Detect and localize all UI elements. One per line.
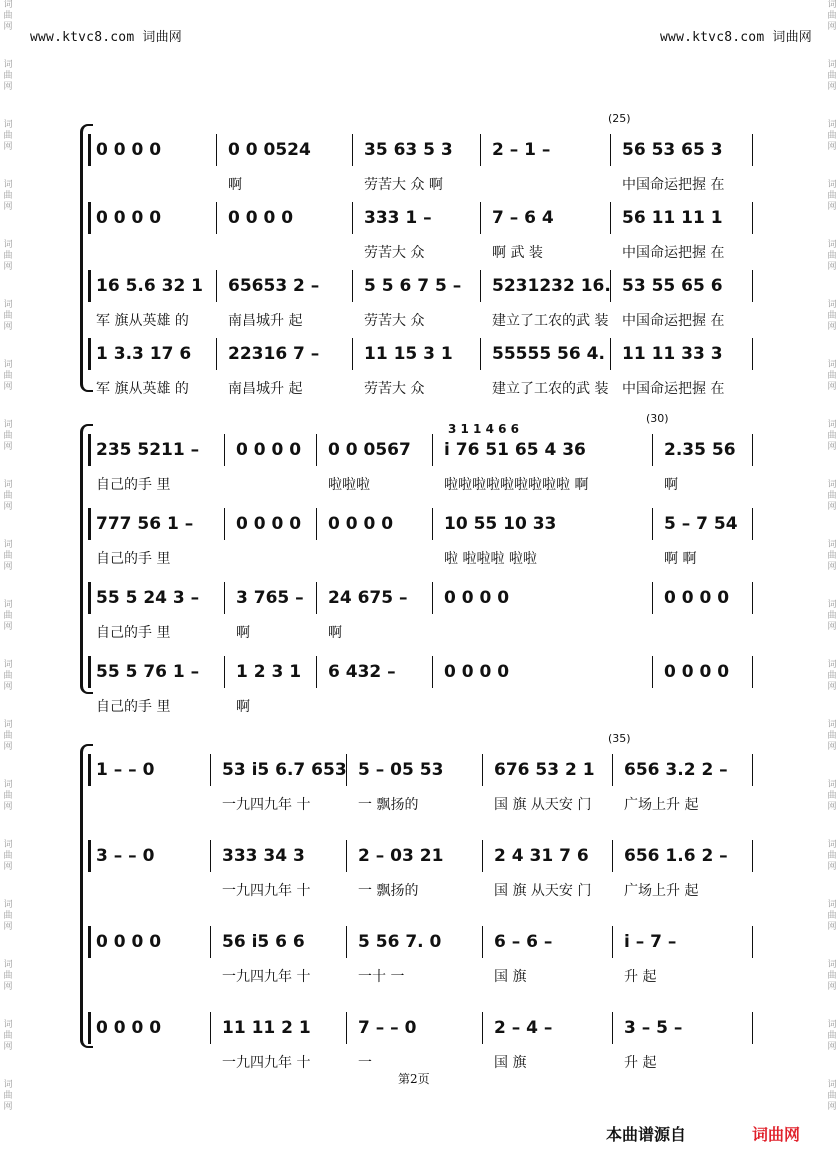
measure-lyrics: 啊 xyxy=(236,699,250,715)
measure-notes: 0 0 0524 xyxy=(228,140,311,160)
measure-lyrics: 中国命运把握 在 xyxy=(622,245,725,261)
notation-line xyxy=(96,760,760,786)
measure-notes: 11 11 2 1 xyxy=(222,1018,311,1038)
bar-line xyxy=(346,1012,347,1044)
lyric-line xyxy=(96,1052,760,1072)
measure-notes: 35 63 5 3 xyxy=(364,140,453,160)
watermark-text: 词 曲 网 xyxy=(827,240,837,272)
bar-line xyxy=(752,1012,753,1044)
bar-line xyxy=(610,202,611,234)
bar-line xyxy=(88,508,91,540)
bar-line xyxy=(432,656,433,688)
watermark-text: 词 曲 网 xyxy=(3,360,13,392)
watermark-text: 词 曲 网 xyxy=(3,60,13,92)
measure-notes: 56 53 65 3 xyxy=(622,140,723,160)
voice-row-2 xyxy=(88,208,760,278)
bar-line xyxy=(316,434,317,466)
measure-notes: 11 11 33 3 xyxy=(622,344,723,364)
measure-notes: 1 – – 0 xyxy=(96,760,155,780)
measure-notes: 0 0 0 0 xyxy=(444,662,510,682)
measure-lyrics: 国 旗 从天安 门 xyxy=(494,797,592,813)
measure-notes: 1 3.3 17 6 xyxy=(96,344,192,364)
watermark-text: 词 曲 网 xyxy=(3,840,13,872)
lyric-line xyxy=(96,880,760,900)
bar-line xyxy=(752,508,753,540)
bar-line xyxy=(610,134,611,166)
measure-lyrics: 南昌城升 起 xyxy=(228,313,303,329)
measure-number: (25) xyxy=(608,112,631,125)
measure-notes: 0 0 0 0 xyxy=(96,1018,162,1038)
measure-lyrics: 广场上升 起 xyxy=(624,883,699,899)
bar-line xyxy=(752,270,753,302)
measure-notes: 0 0 0 0 xyxy=(664,662,730,682)
bar-line xyxy=(752,656,753,688)
measure-lyrics: 一九四九年 十 xyxy=(222,1055,311,1071)
lyric-line xyxy=(96,548,760,568)
site-url-right: www.ktvc8.com 词曲网 xyxy=(660,30,812,45)
bar-line xyxy=(652,508,653,540)
measure-lyrics: 自己的手 里 xyxy=(96,699,171,715)
measure-notes: 5 5 6 7 5 – xyxy=(364,276,462,296)
notation-line xyxy=(96,1018,760,1044)
measure-notes: 5 56 7. 0 xyxy=(358,932,442,952)
lyric-line xyxy=(96,174,760,194)
bar-line xyxy=(216,338,217,370)
measure-lyrics: 广场上升 起 xyxy=(624,797,699,813)
bar-line xyxy=(224,656,225,688)
watermark-text: 词 曲 网 xyxy=(827,480,837,512)
notation-line xyxy=(96,588,760,614)
bar-line xyxy=(88,926,91,958)
voice-row-1 xyxy=(88,760,760,830)
measure-number: (35) xyxy=(608,732,631,745)
measure-notes: 333 1 – xyxy=(364,208,432,228)
measure-notes: 0 0 0 0 xyxy=(96,932,162,952)
measure-notes: 2 – 03 21 xyxy=(358,846,444,866)
watermark-text: 词 曲 网 xyxy=(3,300,13,332)
measure-lyrics: 劳苦大 众 啊 xyxy=(364,177,443,193)
watermark-text: 词 曲 网 xyxy=(3,180,13,212)
measure-lyrics: 自己的手 里 xyxy=(96,625,171,641)
lyric-line xyxy=(96,622,760,642)
measure-lyrics: 自己的手 里 xyxy=(96,551,171,567)
measure-lyrics: 一 飘扬的 xyxy=(358,883,419,899)
voice-row-3 xyxy=(88,588,760,658)
bar-line xyxy=(480,338,481,370)
measure-notes: 333 34 3 xyxy=(222,846,305,866)
measure-notes: 0 0 0 0 xyxy=(664,588,730,608)
measure-notes: 6 – 6 – xyxy=(494,932,553,952)
chord-upper-notes: 3 1 1 4 6 6 xyxy=(448,422,519,436)
bar-line xyxy=(752,434,753,466)
lyric-line xyxy=(96,310,760,330)
watermark-text: 词 曲 网 xyxy=(3,0,13,32)
measure-notes: 53 i5 6.7 653 xyxy=(222,760,347,780)
notation-line xyxy=(96,344,760,370)
lyric-line xyxy=(96,378,760,398)
measure-notes: 10 55 10 33 xyxy=(444,514,557,534)
lyric-line xyxy=(96,794,760,814)
footer-brand: 词曲网 xyxy=(752,1125,801,1144)
measure-notes: 2 4 31 7 6 xyxy=(494,846,589,866)
notation-line xyxy=(96,140,760,166)
bar-line xyxy=(612,1012,613,1044)
watermark-text: 词 曲 网 xyxy=(827,540,837,572)
watermark-right xyxy=(826,0,838,1140)
measure-notes: 55 5 24 3 – xyxy=(96,588,200,608)
measure-notes: 0 0 0567 xyxy=(328,440,411,460)
bar-line xyxy=(482,1012,483,1044)
watermark-text: 词 曲 网 xyxy=(3,540,13,572)
watermark-text: 词 曲 网 xyxy=(827,600,837,632)
bar-line xyxy=(432,434,433,466)
measure-notes: 2 – 1 – xyxy=(492,140,551,160)
bar-line xyxy=(210,926,211,958)
measure-lyrics: 升 起 xyxy=(624,969,657,985)
bar-line xyxy=(316,656,317,688)
measure-notes: 0 0 0 0 xyxy=(236,440,302,460)
measure-notes: 0 0 0 0 xyxy=(228,208,294,228)
watermark-text: 词 曲 网 xyxy=(827,300,837,332)
measure-notes: 0 0 0 0 xyxy=(96,140,162,160)
bar-line xyxy=(210,1012,211,1044)
measure-lyrics: 劳苦大 众 xyxy=(364,313,425,329)
voice-row-4 xyxy=(88,662,760,732)
watermark-text: 词 曲 网 xyxy=(827,1080,837,1112)
watermark-text: 词 曲 网 xyxy=(3,1080,13,1112)
bar-line xyxy=(480,270,481,302)
measure-notes: 3 – – 0 xyxy=(96,846,155,866)
measure-notes: 2 – 4 – xyxy=(494,1018,553,1038)
bar-line xyxy=(752,926,753,958)
measure-notes: 0 0 0 0 xyxy=(444,588,510,608)
score-system-3 xyxy=(88,732,760,1071)
measure-notes: 0 0 0 0 xyxy=(236,514,302,534)
bar-line xyxy=(752,840,753,872)
bar-line xyxy=(610,270,611,302)
watermark-text: 词 曲 网 xyxy=(3,240,13,272)
measure-lyrics: 啊 xyxy=(236,625,250,641)
watermark-text: 词 曲 网 xyxy=(827,1020,837,1052)
bar-line xyxy=(210,754,211,786)
measure-notes: 1 2 3 1 xyxy=(236,662,302,682)
bar-line xyxy=(610,338,611,370)
notation-line xyxy=(96,422,760,466)
bar-line xyxy=(482,754,483,786)
bar-line xyxy=(346,840,347,872)
measure-notes: 22316 7 – xyxy=(228,344,320,364)
watermark-text: 词 曲 网 xyxy=(3,660,13,692)
bar-line xyxy=(88,134,91,166)
measure-lyrics: 啦啦啦啦啦啦啦啦啦 啊 xyxy=(444,477,589,493)
measure-notes: 777 56 1 – xyxy=(96,514,194,534)
measure-notes: 656 3.2 2 – xyxy=(624,760,728,780)
watermark-text: 词 曲 网 xyxy=(827,720,837,752)
measure-lyrics: 军 旗从英雄 的 xyxy=(96,313,189,329)
bar-line xyxy=(352,202,353,234)
bar-line xyxy=(88,434,91,466)
measure-notes: 24 675 – xyxy=(328,588,408,608)
watermark-text: 词 曲 网 xyxy=(3,900,13,932)
measure-notes: 56 i5 6 6 xyxy=(222,932,305,952)
watermark-text: 词 曲 网 xyxy=(3,120,13,152)
measure-lyrics: 一 xyxy=(358,1055,372,1071)
measure-notes: 656 1.6 2 – xyxy=(624,846,728,866)
notation-line xyxy=(96,662,760,688)
measure-lyrics: 劳苦大 众 xyxy=(364,245,425,261)
watermark-text: 词 曲 网 xyxy=(827,60,837,92)
lyric-line xyxy=(96,696,760,716)
measure-notes: 7 – 6 4 xyxy=(492,208,554,228)
watermark-text: 词 曲 网 xyxy=(827,660,837,692)
voice-row-1 xyxy=(88,422,760,510)
bar-line xyxy=(346,926,347,958)
voice-row-4 xyxy=(88,344,760,414)
measure-notes: 3 765 – xyxy=(236,588,304,608)
bar-line xyxy=(752,754,753,786)
measure-notes: 6 432 – xyxy=(328,662,396,682)
watermark-text: 词 曲 网 xyxy=(3,1020,13,1052)
measure-lyrics: 建立了工农的武 装 xyxy=(492,381,609,397)
bar-line xyxy=(88,582,91,614)
measure-lyrics: 一九四九年 十 xyxy=(222,969,311,985)
measure-notes: 5 – 05 53 xyxy=(358,760,444,780)
bar-line xyxy=(612,840,613,872)
measure-lyrics: 劳苦大 众 xyxy=(364,381,425,397)
measure-lyrics: 建立了工农的武 装 xyxy=(492,313,609,329)
measure-notes: 56 11 11 1 xyxy=(622,208,723,228)
bar-line xyxy=(88,270,91,302)
watermark-text: 词 曲 网 xyxy=(3,480,13,512)
measure-notes: 5 – 7 54 xyxy=(664,514,738,534)
bar-line xyxy=(224,434,225,466)
measure-lyrics: 啦啦啦 xyxy=(328,477,370,493)
bar-line xyxy=(316,582,317,614)
watermark-text: 词 曲 网 xyxy=(827,420,837,452)
bar-line xyxy=(88,840,91,872)
bar-line xyxy=(752,134,753,166)
bar-line xyxy=(216,202,217,234)
site-url-left: www.ktvc8.com 词曲网 xyxy=(30,30,182,45)
bar-line xyxy=(352,270,353,302)
bar-line xyxy=(752,202,753,234)
bar-line xyxy=(224,508,225,540)
notation-line xyxy=(96,846,760,872)
voice-row-3 xyxy=(88,932,760,1002)
measure-notes: 11 15 3 1 xyxy=(364,344,453,364)
measure-lyrics: 啊 武 装 xyxy=(492,245,543,261)
bar-line xyxy=(224,582,225,614)
watermark-left xyxy=(2,0,14,1140)
bar-line xyxy=(432,582,433,614)
measure-lyrics: 国 旗 从天安 门 xyxy=(494,883,592,899)
bar-line xyxy=(216,134,217,166)
bar-line xyxy=(352,134,353,166)
measure-lyrics: 啊 xyxy=(228,177,242,193)
bar-line xyxy=(752,338,753,370)
measure-lyrics: 自己的手 里 xyxy=(96,477,171,493)
measure-lyrics: 国 旗 xyxy=(494,969,527,985)
bar-line xyxy=(482,840,483,872)
bar-line xyxy=(216,270,217,302)
bar-line xyxy=(652,582,653,614)
measure-lyrics: 啦 啦啦啦 啦啦 xyxy=(444,551,537,567)
measure-number: (30) xyxy=(646,412,669,425)
measure-lyrics: 啊 啊 xyxy=(664,551,697,567)
measure-notes: i – 7 – xyxy=(624,932,677,952)
bar-line xyxy=(346,754,347,786)
bar-line xyxy=(432,508,433,540)
measure-lyrics: 一九四九年 十 xyxy=(222,797,311,813)
measure-notes: 7 – – 0 xyxy=(358,1018,417,1038)
measure-notes: 65653 2 – xyxy=(228,276,320,296)
measure-notes: 3 – 5 – xyxy=(624,1018,683,1038)
footer-source-label: 本曲谱源自 xyxy=(606,1125,687,1144)
voice-row-1 xyxy=(88,140,760,210)
lyric-line xyxy=(96,242,760,262)
notation-line xyxy=(96,276,760,302)
watermark-text: 词 曲 网 xyxy=(827,780,837,812)
bar-line xyxy=(316,508,317,540)
bar-line xyxy=(88,1012,91,1044)
measure-lyrics: 中国命运把握 在 xyxy=(622,177,725,193)
measure-notes: 0 0 0 0 xyxy=(96,208,162,228)
measure-lyrics: 啊 xyxy=(664,477,678,493)
measure-notes: 2.35 56 xyxy=(664,440,736,460)
notation-line xyxy=(96,208,760,234)
measure-lyrics: 南昌城升 起 xyxy=(228,381,303,397)
bar-line xyxy=(352,338,353,370)
voice-row-2 xyxy=(88,514,760,584)
measure-lyrics: 中国命运把握 在 xyxy=(622,313,725,329)
bar-line xyxy=(482,926,483,958)
score-system-1 xyxy=(88,112,760,397)
measure-notes: 5231232 16. xyxy=(492,276,611,296)
watermark-text: 词 曲 网 xyxy=(3,420,13,452)
bar-line xyxy=(652,656,653,688)
measure-lyrics: 军 旗从英雄 的 xyxy=(96,381,189,397)
watermark-text: 词 曲 网 xyxy=(827,960,837,992)
watermark-text: 词 曲 网 xyxy=(827,900,837,932)
watermark-text: 词 曲 网 xyxy=(827,120,837,152)
watermark-text: 词 曲 网 xyxy=(827,0,837,32)
watermark-text: 词 曲 网 xyxy=(3,960,13,992)
measure-notes: 55 5 76 1 – xyxy=(96,662,200,682)
measure-notes: i 76 51 65 4 36 xyxy=(444,440,586,460)
watermark-text: 词 曲 网 xyxy=(827,360,837,392)
measure-lyrics: 国 旗 xyxy=(494,1055,527,1071)
measure-lyrics: 升 起 xyxy=(624,1055,657,1071)
notation-line xyxy=(96,932,760,958)
bar-line xyxy=(752,582,753,614)
bar-line xyxy=(88,338,91,370)
measure-notes: 53 55 65 6 xyxy=(622,276,723,296)
watermark-text: 词 曲 网 xyxy=(3,780,13,812)
score-system-2 xyxy=(88,412,760,715)
page-number: 第2页 xyxy=(398,1072,430,1086)
lyric-line xyxy=(96,474,760,494)
voice-row-3 xyxy=(88,276,760,346)
notation-line xyxy=(96,514,760,540)
lyric-line xyxy=(96,966,760,986)
measure-lyrics: 一九四九年 十 xyxy=(222,883,311,899)
bar-line xyxy=(480,134,481,166)
bar-line xyxy=(612,926,613,958)
measure-lyrics: 啊 xyxy=(328,625,342,641)
voice-row-2 xyxy=(88,846,760,916)
watermark-text: 词 曲 网 xyxy=(827,840,837,872)
bar-line xyxy=(652,434,653,466)
watermark-text: 词 曲 网 xyxy=(3,720,13,752)
measure-notes: 235 5211 – xyxy=(96,440,200,460)
measure-lyrics: 一十 一 xyxy=(358,969,405,985)
measure-notes: 0 0 0 0 xyxy=(328,514,394,534)
measure-lyrics: 一 飘扬的 xyxy=(358,797,419,813)
watermark-text: 词 曲 网 xyxy=(3,600,13,632)
bar-line xyxy=(612,754,613,786)
measure-notes: 55555 56 4. xyxy=(492,344,605,364)
bar-line xyxy=(88,754,91,786)
measure-lyrics: 中国命运把握 在 xyxy=(622,381,725,397)
bar-line xyxy=(88,656,91,688)
bar-line xyxy=(210,840,211,872)
measure-notes: 16 5.6 32 1 xyxy=(96,276,204,296)
watermark-text: 词 曲 网 xyxy=(827,180,837,212)
bar-line xyxy=(88,202,91,234)
bar-line xyxy=(480,202,481,234)
measure-notes: 676 53 2 1 xyxy=(494,760,595,780)
